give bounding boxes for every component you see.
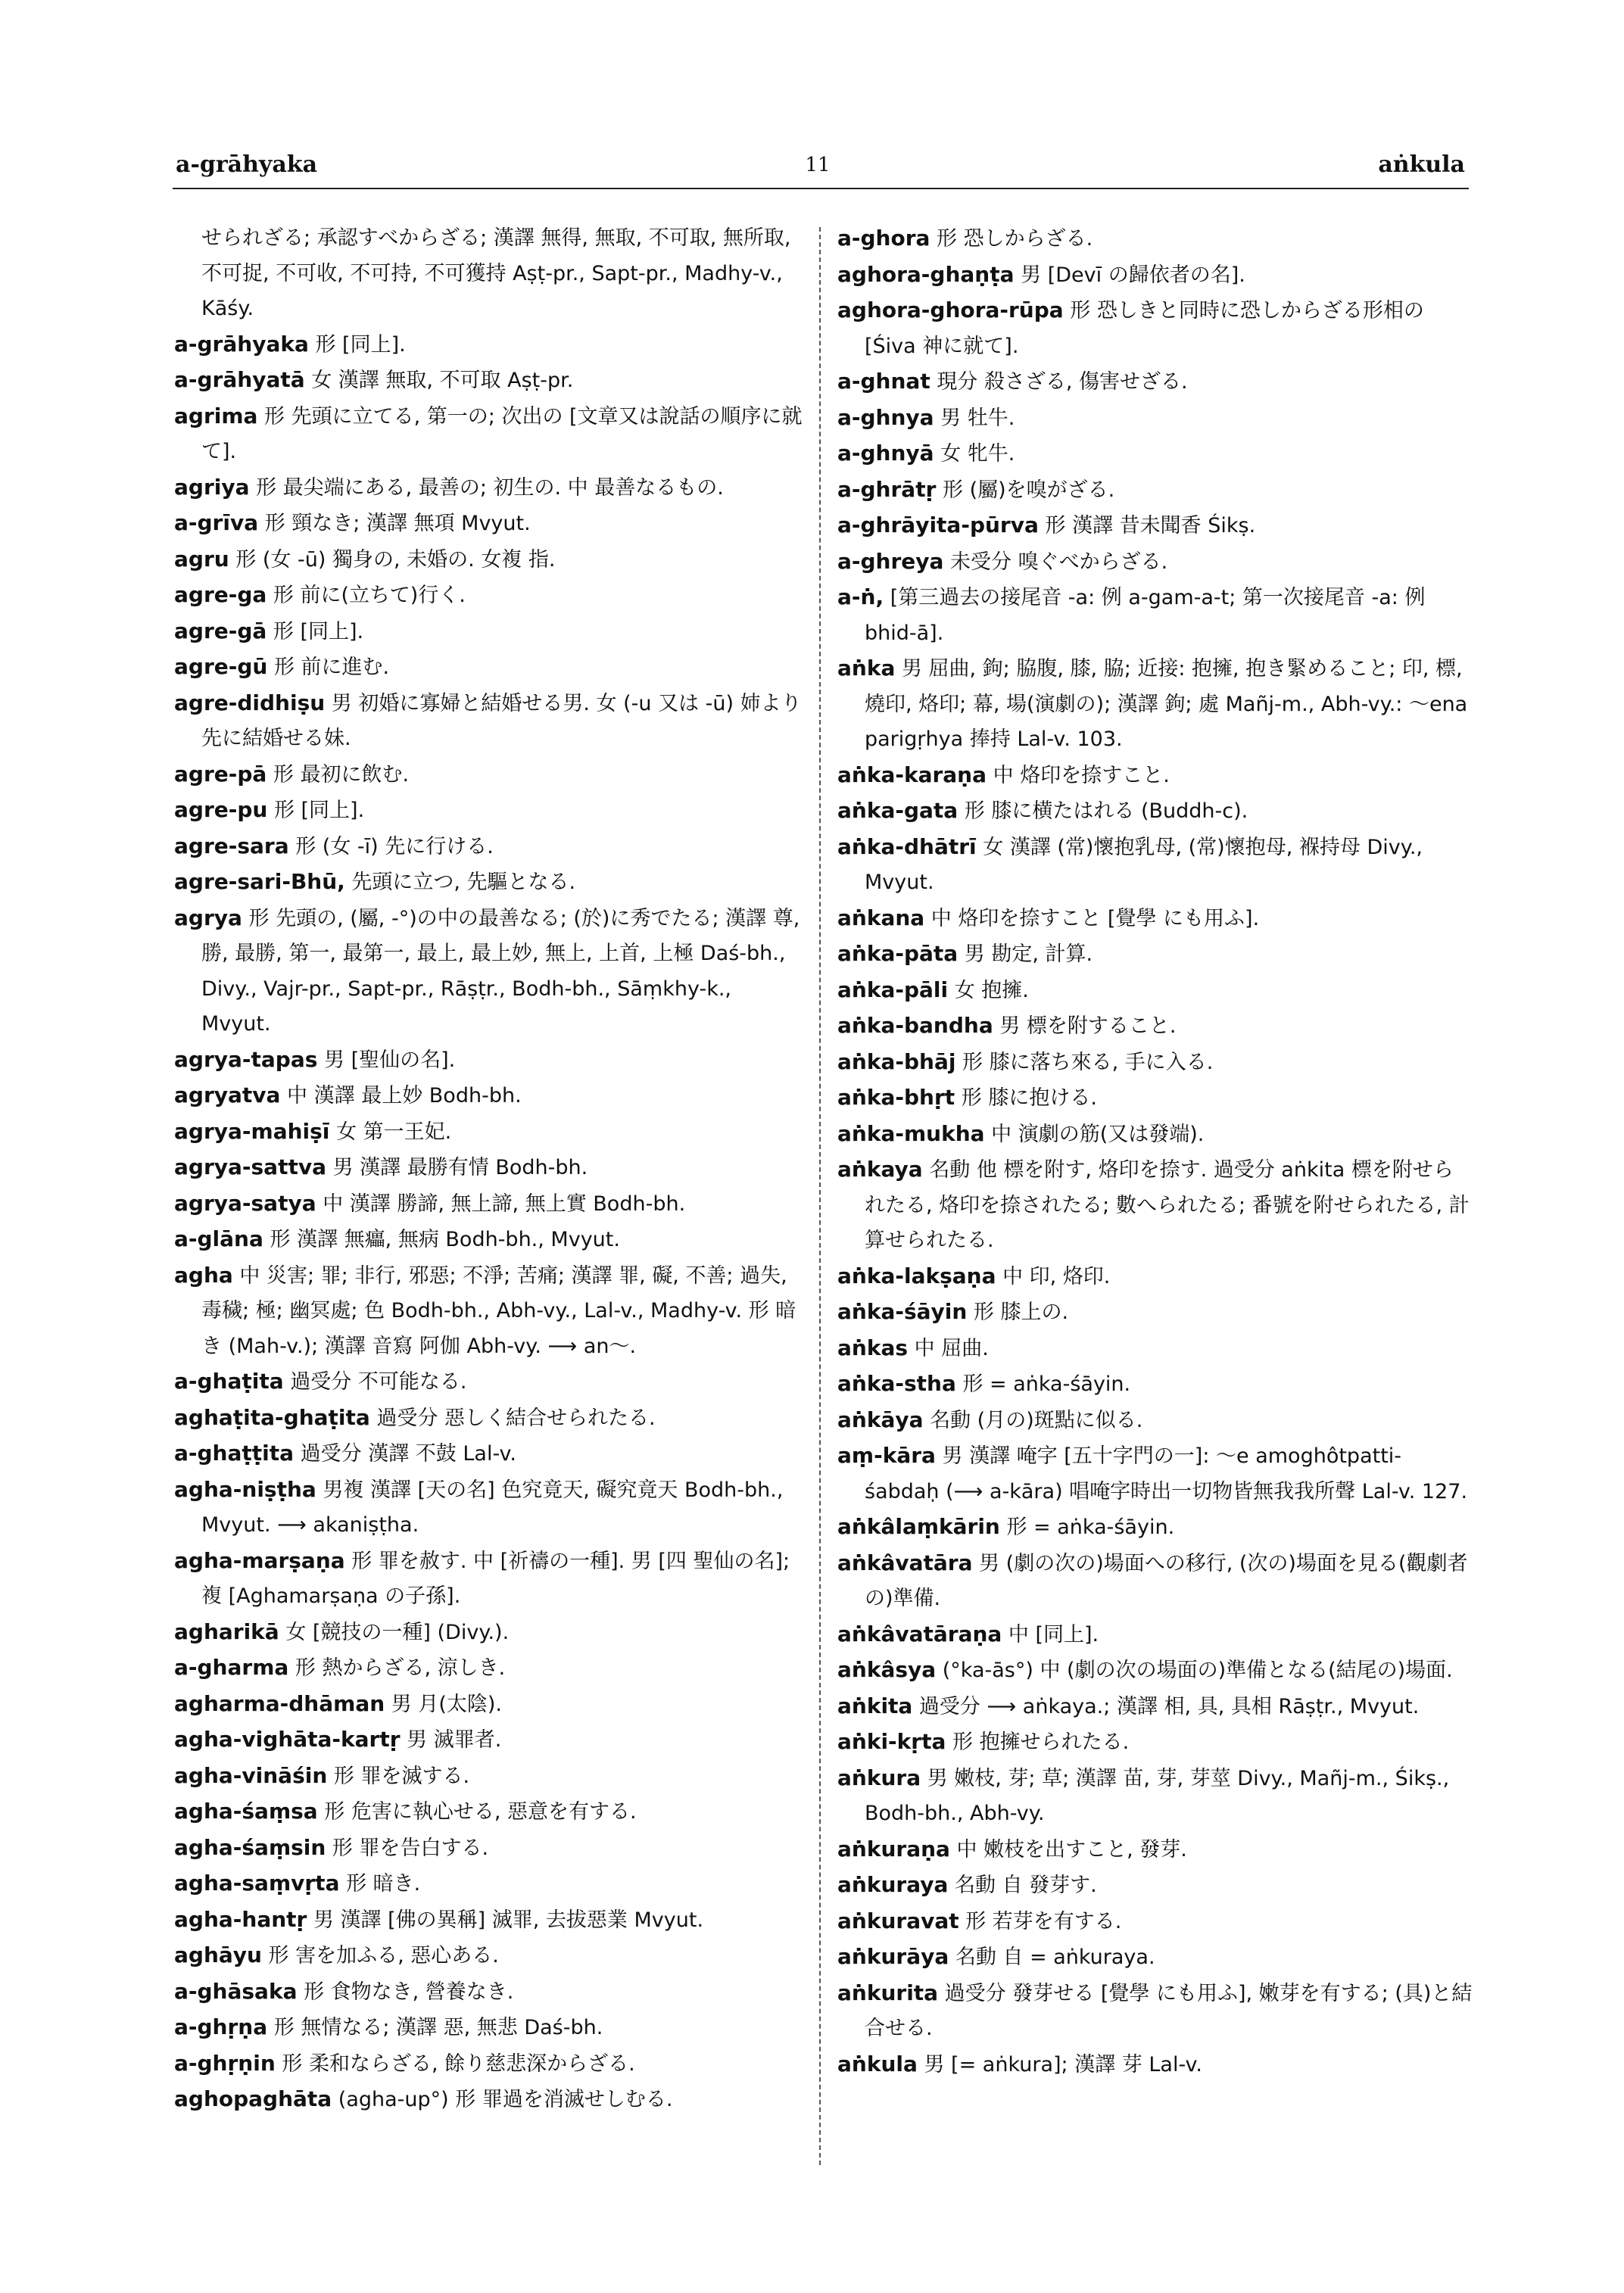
entry-definition: 男 初婚に寡婦と結婚せる男. 女 (-u 又は -ū) 姉より先に結婚せる妹. xyxy=(201,691,802,750)
entry-headword: a-grāhyaka xyxy=(174,331,309,357)
dictionary-entry xyxy=(174,650,803,686)
dictionary-entry xyxy=(174,686,803,757)
entry-definition: 形 頸なき; 漢譯 無項 Mvyut. xyxy=(264,512,531,535)
entry-headword: agrya xyxy=(174,905,242,930)
entry-definition: 男 屈曲, 鉤; 脇腹, 膝, 脇; 近接: 抱擁, 抱き緊めること; 印, 標, 燒印, 烙印; 幕, 場(演劇の); 漢譯 鉤; 處 Mañj-m., Abh-vy.: 〜ena parigṛhya 捧持 Lal-v. 103. xyxy=(865,657,1468,751)
entry-definition: 男 漢譯 [佛の異稱] 滅罪, 去拔惡業 Mvyut. xyxy=(313,1908,704,1932)
dictionary-entry xyxy=(174,399,803,470)
entry-headword: aṅkana xyxy=(837,905,925,930)
entry-headword: aghāyu xyxy=(174,1943,262,1967)
dictionary-entry xyxy=(174,1938,803,1974)
dictionary-entry xyxy=(174,1258,803,1365)
dictionary-entry xyxy=(837,1904,1473,1940)
dictionary-entry xyxy=(174,793,803,829)
entry-definition: 女 漢譯 (常)懷抱乳母, (常)懷抱母, 褓持母 Divy., Mvyut. xyxy=(865,835,1423,894)
entry-definition: 形 [同上]. xyxy=(273,799,365,822)
entry-headword: a-ghrātṛ xyxy=(837,476,937,502)
entry-headword: aṅka-pāta xyxy=(837,941,959,966)
header-rule xyxy=(173,188,1469,189)
dictionary-entry xyxy=(837,1366,1473,1403)
entry-headword: aṅka-bhṛt xyxy=(837,1085,955,1110)
entry-definition: 形 恐しきと同時に恐しからざる形相の [Śiva 神に就て]. xyxy=(865,299,1424,358)
entry-headword: aghopaghāta xyxy=(174,2086,332,2111)
entry-definition: 中 嫩枝を出すこと, 發芽. xyxy=(956,1837,1187,1862)
entry-headword: a-grīva xyxy=(174,510,259,535)
entry-headword: agharma-dhāman xyxy=(174,1690,385,1716)
entry-definition: 形 抱擁せられたる. xyxy=(952,1731,1130,1754)
dictionary-entry xyxy=(837,1689,1473,1725)
entry-headword: agrya-mahiṣī xyxy=(174,1118,330,1144)
dictionary-entry xyxy=(837,472,1473,509)
entry-headword: a-ghṛṇa xyxy=(174,2014,268,2039)
dictionary-entry xyxy=(837,1294,1473,1331)
entry-definition: 形 恐しからざる. xyxy=(937,227,1093,251)
entry-headword: agre-pu xyxy=(174,797,268,822)
entry-definition: 男複 漢譯 [天の名] 色究竟天, 礙究竟天 Bodh-bh., Mvyut. ⟶ akaniṣṭha. xyxy=(201,1478,784,1537)
right-column xyxy=(837,221,1473,2083)
entry-headword: a-ghṛṇin xyxy=(174,2050,276,2076)
dictionary-entry xyxy=(837,1653,1473,1689)
entry-definition: 形 (女 -ū) 獨身の, 未婚の. 女複 指. xyxy=(235,547,556,572)
dictionary-entry xyxy=(837,651,1473,758)
entry-definition: 形 最初に飲む. xyxy=(273,762,410,787)
dictionary-entry xyxy=(837,1509,1473,1546)
dictionary-entry xyxy=(174,2082,803,2118)
entry-definition: 形 害を加ふる, 惡心ある. xyxy=(268,1944,499,1967)
entry-headword: aghora-ghora-rūpa xyxy=(837,298,1064,322)
entry-definition: 形 若芽を有する. xyxy=(965,1909,1122,1933)
entry-definition: 名動 自 = aṅkuraya. xyxy=(955,1946,1155,1969)
entry-headword: aṅkaya xyxy=(837,1157,923,1182)
entry-definition: 男 月(太陰). xyxy=(391,1692,502,1716)
dictionary-entry xyxy=(837,508,1473,544)
dictionary-entry xyxy=(837,1438,1473,1509)
entry-definition: 先頭に立つ, 先驅となる. xyxy=(351,871,576,894)
dictionary-entry xyxy=(174,1794,803,1830)
dictionary-entry xyxy=(174,1150,803,1186)
entry-definition: 男 [Devī の歸依者の名]. xyxy=(1021,263,1245,287)
entry-definition: 形 = aṅka-śāyin. xyxy=(1006,1516,1175,1539)
entry-definition: 過受分 惡しく結合せられたる. xyxy=(376,1406,656,1430)
entry-definition: 中 災害; 罪; 非行, 邪惡; 不淨; 苦痛; 漢譯 罪, 礙, 不善; 過失, 毒穢; 極; 幽冥處; 色 Bodh-bh., Abh-vy., Lal-v., Madhy-v. 形 暗き (Mah-v.); 漢譯 音寫 阿伽 Abh-vy. ⟶ an〜. xyxy=(201,1263,796,1358)
dictionary-entry xyxy=(174,1615,803,1651)
entry-headword: aṃ-kāra xyxy=(837,1443,936,1468)
column-divider xyxy=(819,227,821,2165)
dictionary-entry xyxy=(837,1868,1473,1904)
entry-headword: aṅkâvatāraṇa xyxy=(837,1621,1002,1647)
dictionary-entry xyxy=(174,1400,803,1437)
entry-headword: agha-saṃvṛta xyxy=(174,1871,340,1896)
dictionary-entry xyxy=(174,2046,803,2083)
dictionary-entry xyxy=(837,1331,1473,1367)
entry-headword: aṅkâvatāra xyxy=(837,1550,973,1575)
entry-headword: aṅka-stha xyxy=(837,1371,956,1396)
entry-headword: a-gharma xyxy=(174,1655,289,1680)
entry-definition: 名動 他 標を附す, 烙印を捺す. 過受分 aṅkita 標を附せられたる, 烙印を捺されたる; 數へられたる; 番號を附せられたる, 計算せられたる. xyxy=(865,1158,1470,1252)
entry-headword: aṅka-gata xyxy=(837,798,959,823)
dictionary-entry xyxy=(174,1042,803,1079)
entry-headword: agha-vighāta-kartṛ xyxy=(174,1727,401,1752)
entry-definition: 未受分 嗅ぐべからざる. xyxy=(950,550,1168,574)
dictionary-entry xyxy=(174,1687,803,1723)
dictionary-entry xyxy=(174,1078,803,1114)
dictionary-entry xyxy=(837,1832,1473,1868)
entry-definition: 女 漢譯 無取, 不可取 Aṣṭ-pr. xyxy=(311,369,574,392)
entry-headword: aghaṭita-ghaṭita xyxy=(174,1404,370,1430)
entry-definition: (agha-up°) 形 罪過を消滅せしむる. xyxy=(338,2088,673,2111)
entry-definition: 女 第一王妃. xyxy=(335,1120,452,1144)
entry-headword: agre-didhiṣu xyxy=(174,690,326,715)
entry-definition: 形 罪を滅する. xyxy=(333,1764,470,1788)
entry-headword: agha xyxy=(174,1262,233,1288)
dictionary-entry xyxy=(837,580,1473,651)
left-column xyxy=(174,221,803,2118)
dictionary-entry xyxy=(837,2047,1473,2083)
entry-headword: a-ghaṭita xyxy=(174,1369,284,1394)
entry-headword: agrya-satya xyxy=(174,1190,316,1216)
dictionary-entry xyxy=(174,470,803,506)
entry-definition: 女 牝牛. xyxy=(940,442,1015,466)
entry-headword: aṅki-kṛta xyxy=(837,1729,946,1754)
entry-headword: aṅkula xyxy=(837,2051,918,2076)
entry-headword: a-ghāsaka xyxy=(174,1978,298,2004)
entry-headword: agre-pā xyxy=(174,761,267,787)
dictionary-entry xyxy=(837,1045,1473,1081)
entry-headword: a-ghnya xyxy=(837,404,934,430)
entry-headword: aṅka-pāli xyxy=(837,977,949,1002)
dictionary-entry xyxy=(174,1759,803,1795)
entry-definition: 形 漢譯 昔未聞香 Śikṣ. xyxy=(1045,514,1256,537)
entry-definition: 中 印, 烙印. xyxy=(1002,1264,1111,1288)
entry-headword: aghora-ghaṇṭa xyxy=(837,261,1015,287)
dictionary-entry xyxy=(174,1364,803,1400)
entry-definition: 過受分 漢譯 不鼓 Lal-v. xyxy=(300,1442,516,1466)
dictionary-entry xyxy=(837,257,1473,294)
entry-headword: a-ghnyā xyxy=(837,441,934,466)
dictionary-entry xyxy=(174,1974,803,2011)
entry-headword: aṅkuravat xyxy=(837,1908,959,1933)
entry-definition: 形 膝に落ち來る, 手に入る. xyxy=(962,1050,1214,1074)
entry-headword: aṅkâlaṃkārin xyxy=(837,1514,1000,1539)
entry-definition: 形 先頭の, (屬, -°)の中の最善なる; (於)に秀でたる; 漢譯 尊, 勝, 最勝, 第一, 最第一, 最上, 最上妙, 無上, 上首, 上極 Daś-bh., Divy., Vajr-pr., Sapt-pr., Rāṣṭr., Bodh-bh., Sāṃkhy-k., Mvyut. xyxy=(201,906,800,1036)
dictionary-entry xyxy=(174,901,803,1042)
entry-definition: 男 [= aṅkura]; 漢譯 芽 Lal-v. xyxy=(924,2052,1202,2076)
entry-definition: 名動 自 發芽す. xyxy=(954,1874,1097,1897)
entry-definition: 男 滅罪者. xyxy=(407,1728,502,1752)
entry-headword: aṅka xyxy=(837,656,896,681)
dictionary-entry xyxy=(837,364,1473,400)
dictionary-entry xyxy=(837,830,1473,901)
dictionary-entry xyxy=(174,1114,803,1151)
entry-headword: aṅkurāya xyxy=(837,1944,949,1969)
dictionary-entry xyxy=(837,400,1473,437)
dictionary-entry xyxy=(837,936,1473,973)
dictionary-entry xyxy=(837,1976,1473,2047)
dictionary-entry xyxy=(174,1222,803,1258)
entry-headword: agrya-tapas xyxy=(174,1046,318,1072)
entry-headword: agre-gū xyxy=(174,654,268,679)
entry-headword: a-grāhyatā xyxy=(174,367,305,392)
entry-definition: 形 危害に執心せる, 惡意を有する. xyxy=(324,1800,637,1824)
entry-headword: a-ghora xyxy=(837,226,930,251)
entry-definition: 女 抱擁. xyxy=(954,978,1029,1002)
entry-definition: 形 = aṅka-śāyin. xyxy=(962,1372,1131,1396)
dictionary-entry xyxy=(837,973,1473,1009)
dictionary-entry xyxy=(837,1761,1473,1832)
entry-definition: 男 嫩枝, 芽; 草; 漢譯 苗, 芽, 芽莖 Divy., Mañj-m., Śikṣ., Bodh-bh., Abh-vy. xyxy=(865,1766,1450,1825)
entry-headword: agre-gā xyxy=(174,618,267,643)
entry-headword: aṅka-bhāj xyxy=(837,1048,956,1074)
entry-definition: 男 [聖仙の名]. xyxy=(324,1048,456,1072)
dictionary-entry xyxy=(174,1472,803,1544)
entry-definition: 形 膝上の. xyxy=(973,1301,1069,1324)
dictionary-entry xyxy=(174,578,803,614)
entry-headword: agrima xyxy=(174,403,258,428)
entry-definition: 男 牡牛. xyxy=(940,406,1015,430)
dictionary-entry xyxy=(837,1546,1473,1617)
dictionary-entry xyxy=(174,829,803,865)
entry-definition: 形 最尖端にある, 最善の; 初生の. 中 最善なるもの. xyxy=(256,475,724,500)
entry-headword: agriya xyxy=(174,474,250,500)
entry-definition: 形 漢譯 無㿔, 無病 Bodh-bh., Mvyut. xyxy=(270,1228,620,1251)
entry-definition: 中 漢譯 最上妙 Bodh-bh. xyxy=(287,1084,522,1108)
entry-headword: agre-sara xyxy=(174,833,289,858)
dictionary-entry xyxy=(837,293,1473,364)
entry-definition: 形 (屬)を嗅がざる. xyxy=(942,478,1115,502)
entry-definition: 中 烙印を捺すこと [覺學 にも用ふ]. xyxy=(930,906,1260,930)
entry-headword: aṅkurita xyxy=(837,1980,939,2005)
entry-headword: agre-ga xyxy=(174,582,267,607)
entry-definition: 形 暗き. xyxy=(346,1872,421,1896)
entry-headword: a-ghrāyita-pūrva xyxy=(837,512,1039,537)
entry-definition: 形 膝に横たはれる (Buddh-c). xyxy=(964,799,1248,823)
entry-definition: 形 罪を告白する. xyxy=(332,1836,489,1860)
entry-definition: 中 [同上]. xyxy=(1008,1622,1099,1647)
entry-definition: 名動 (月の)斑點に似る. xyxy=(930,1408,1143,1432)
entry-headword: agha-marṣaṇa xyxy=(174,1547,345,1573)
entry-definition: 形 [同上]. xyxy=(315,332,406,357)
dictionary-entry xyxy=(174,327,803,363)
dictionary-entry xyxy=(837,1403,1473,1439)
entry-definition: 男 (劇の次の)場面への移行, (次の)場面を見る(觀劇者の)準備. xyxy=(865,1551,1468,1610)
entry-definition: 形 罪を赦す. 中 [祈禱の一種]. 男 [四 聖仙の名]; 複 [Aghamarṣaṇa の子孫]. xyxy=(201,1549,790,1608)
entry-headword: aṅkas xyxy=(837,1335,909,1360)
dictionary-entry xyxy=(174,2010,803,2046)
dictionary-entry xyxy=(174,506,803,542)
entry-definition: 形 無情なる; 漢譯 惡, 無悲 Daś-bh. xyxy=(273,2016,603,2039)
entry-definition: (°ka-ās°) 中 (劇の次の場面の)準備となる(結尾の)場面. xyxy=(942,1659,1453,1682)
entry-definition: 過受分 ⟶ aṅkaya.; 漢譯 相, 具, 具相 Rāṣṭr., Mvyut. xyxy=(918,1694,1420,1718)
entry-headword: aṅka-bandha xyxy=(837,1013,993,1038)
dictionary-entry xyxy=(174,865,803,901)
entry-headword: a-ṅ, xyxy=(837,584,884,609)
entry-definition: せられざる; 承認すべからざる; 漢譯 無得, 無取, 不可取, 無所取, 不可捉, 不可收, 不可持, 不可獲持 Aṣṭ-pr., Sapt-pr., Madhy-v., Kāśy. xyxy=(201,226,791,320)
entry-definition: 形 先頭に立てる, 第一の; 次出の [文章又は說話の順序に就て]. xyxy=(201,404,803,463)
running-head-left: a-grāhyaka xyxy=(176,151,318,178)
entry-headword: aṅkuraṇa xyxy=(837,1836,950,1862)
dictionary-entry xyxy=(174,1544,803,1615)
page-number: 11 xyxy=(805,154,831,176)
entry-headword: agha-hantṛ xyxy=(174,1906,307,1932)
dictionary-entry xyxy=(174,1436,803,1472)
dictionary-entry xyxy=(837,1117,1473,1153)
entry-definition: 形 柔和ならざる, 餘り慈悲深からざる. xyxy=(282,2052,635,2076)
dictionary-entry xyxy=(174,1902,803,1939)
dictionary-entry xyxy=(837,1617,1473,1653)
entry-definition: 男 標を附すること. xyxy=(999,1014,1177,1038)
dictionary-entry xyxy=(837,221,1473,257)
dictionary-entry xyxy=(174,1830,803,1867)
dictionary-entry xyxy=(837,1152,1473,1259)
dictionary-entry xyxy=(174,614,803,650)
entry-headword: aṅkita xyxy=(837,1693,913,1718)
entry-headword: aṅkâsya xyxy=(837,1657,937,1682)
entry-headword: aṅka-karaṇa xyxy=(837,762,987,787)
entry-definition: 形 熱からざる, 涼しき. xyxy=(295,1656,506,1680)
entry-definition: 現分 殺さざる, 傷害せざる. xyxy=(937,370,1188,394)
entry-headword: aṅka-śāyin xyxy=(837,1299,968,1324)
dictionary-entry xyxy=(837,758,1473,794)
dictionary-entry xyxy=(837,901,1473,937)
entry-headword: agharikā xyxy=(174,1618,279,1644)
entry-headword: agha-vināśin xyxy=(174,1762,328,1788)
entry-headword: agha-śaṃsa xyxy=(174,1799,318,1824)
entry-headword: aṅkura xyxy=(837,1765,921,1790)
dictionary-entry xyxy=(837,1008,1473,1045)
entry-definition: 男 漢譯 最勝有情 Bodh-bh. xyxy=(332,1156,588,1179)
dictionary-entry xyxy=(174,1722,803,1759)
dictionary-entry xyxy=(837,544,1473,581)
entry-headword: agryatva xyxy=(174,1083,281,1108)
entry-headword: aṅkuraya xyxy=(837,1872,949,1897)
entry-definition: 中 演劇の筋(又は發端). xyxy=(991,1122,1205,1146)
entry-definition: 中 屈曲. xyxy=(914,1336,989,1360)
dictionary-entry xyxy=(837,1939,1473,1976)
dictionary-entry xyxy=(837,1724,1473,1761)
dictionary-entry xyxy=(174,1186,803,1223)
dictionary-entry xyxy=(174,1650,803,1687)
dictionary-entry xyxy=(174,757,803,793)
entry-definition: 中 漢譯 勝諦, 無上諦, 無上實 Bodh-bh. xyxy=(323,1192,686,1216)
entry-headword: agha-niṣṭha xyxy=(174,1476,316,1502)
dictionary-entry xyxy=(174,542,803,578)
entry-headword: aṅka-lakṣaṇa xyxy=(837,1263,996,1288)
entry-headword: agre-sari-Bhū, xyxy=(174,869,345,894)
dictionary-entry xyxy=(174,221,803,327)
entry-headword: a-ghaṭṭita xyxy=(174,1441,295,1466)
entry-definition: 形 食物なき, 營養なき. xyxy=(304,1980,514,2004)
dictionary-entry xyxy=(837,793,1473,830)
entry-definition: 形 前に(立ちて)行く. xyxy=(273,584,466,607)
entry-headword: agrya-sattva xyxy=(174,1154,326,1179)
entry-definition: 形 [同上]. xyxy=(273,619,364,643)
entry-definition: 中 烙印を捺すこと. xyxy=(993,763,1170,787)
entry-definition: 過受分 發芽せる [覺學 にも用ふ], 嫩芽を有する; (具)と結合せる. xyxy=(865,1981,1473,2040)
dictionary-entry xyxy=(174,1866,803,1902)
entry-definition: 形 膝に抱ける. xyxy=(961,1086,1097,1110)
entry-definition: 男 勘定, 計算. xyxy=(964,942,1093,966)
dictionary-entry xyxy=(837,1080,1473,1117)
entry-headword: aṅkāya xyxy=(837,1407,924,1432)
dictionary-entry xyxy=(837,1259,1473,1295)
entry-headword: aṅka-dhātrī xyxy=(837,833,977,859)
entry-definition: [第三過去の接尾音 -a: 例 a-gam-a-t; 第一次接尾音 -a: 例 bhid-ā]. xyxy=(865,586,1426,645)
entry-definition: 形 (女 -ī) 先に行ける. xyxy=(295,834,494,858)
dictionary-entry xyxy=(837,436,1473,472)
entry-headword: a-glāna xyxy=(174,1226,263,1251)
entry-headword: agru xyxy=(174,546,229,572)
dictionary-entry xyxy=(174,363,803,399)
entry-definition: 女 [競技の一種] (Divy.). xyxy=(285,1620,510,1644)
entry-definition: 過受分 不可能なる. xyxy=(290,1370,467,1394)
entry-headword: a-ghreya xyxy=(837,548,944,574)
entry-headword: a-ghnat xyxy=(837,369,930,394)
entry-headword: agha-śaṃsin xyxy=(174,1834,326,1860)
entry-headword: aṅka-mukha xyxy=(837,1120,985,1146)
entry-definition: 形 前に進む. xyxy=(273,656,390,679)
running-head-right: aṅkula xyxy=(1378,151,1465,178)
entry-definition: 男 漢譯 唵字 [五十字門の一]: 〜e amoghôtpatti-śabdaḥ (⟶ a-kāra) 唱唵字時出一切物皆無我我所聲 Lal-v. 127. xyxy=(865,1444,1468,1503)
